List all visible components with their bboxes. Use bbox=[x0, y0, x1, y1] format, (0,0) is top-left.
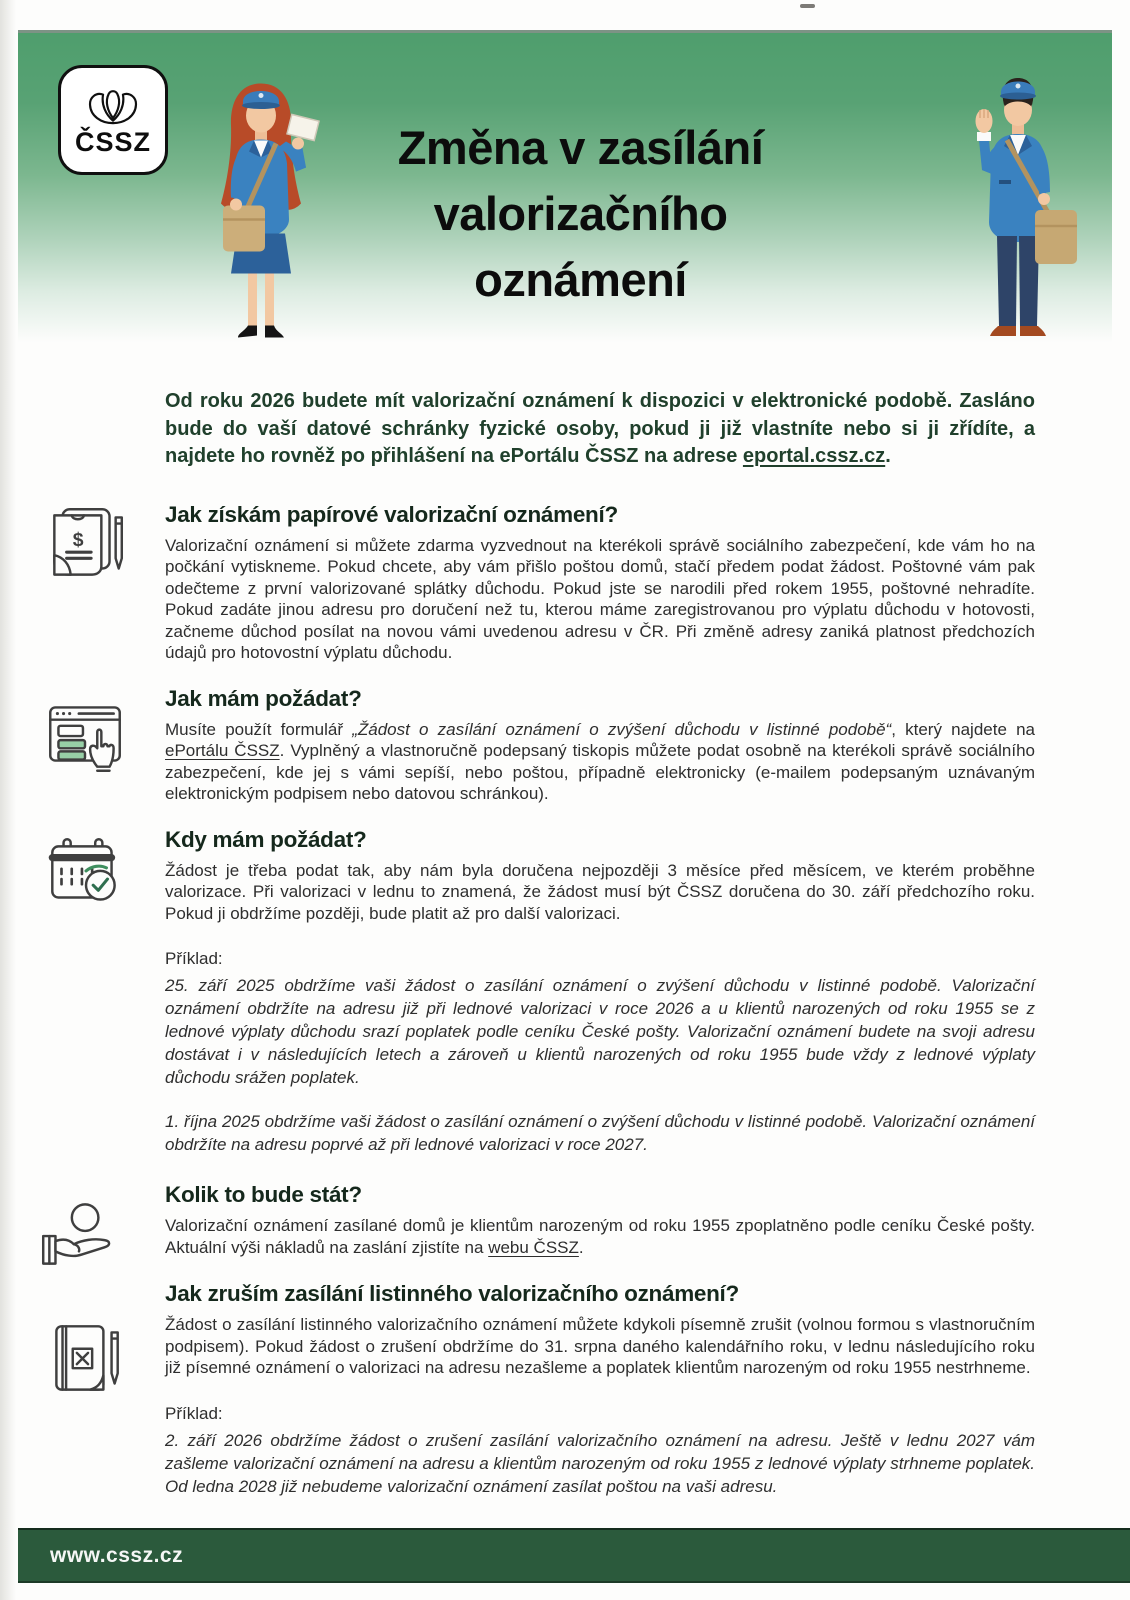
how-text-1: Musíte použít formulář bbox=[165, 719, 353, 739]
example2-label: Příklad: bbox=[165, 1403, 223, 1423]
section-cancel bbox=[165, 1280, 1035, 1379]
intro-text-end: . bbox=[885, 445, 891, 467]
example2-paragraph: 2. září 2026 obdržíme žádost o zrušení zasílání valorizačního oznámení na adresu. Ještě v lednu 2027 vám zašleme valorizační oznámení na adresu a klientům narozeným od roku 1955 z lednové výplaty strhneme poplatek. Od ledna 2028 již nebudeme valorizační oznámení zasílat poštou na vaši adresu. bbox=[165, 1430, 1035, 1496]
title-line-2: valorizačního bbox=[433, 187, 728, 240]
calendar-check-icon bbox=[38, 828, 132, 922]
eportal-cssz-link[interactable]: ePortálu ČSSZ bbox=[165, 741, 280, 760]
form-name-quote: „Žádost o zasílání oznámení o zvýšení důchodu v listinné podobě“ bbox=[352, 719, 892, 739]
cancel-document-icon bbox=[38, 1312, 132, 1406]
footer-url: www.cssz.cz bbox=[50, 1543, 184, 1567]
footer-bar bbox=[18, 1528, 1130, 1583]
eportal-link[interactable]: eportal.cssz.cz bbox=[742, 445, 886, 467]
section-how-to-apply bbox=[165, 685, 1035, 805]
section-when-to-apply bbox=[165, 826, 1035, 925]
logo-label: ČSSZ bbox=[74, 127, 151, 157]
postman-illustration bbox=[943, 59, 1093, 351]
web-cssz-link[interactable]: webu ČSSZ bbox=[488, 1237, 579, 1257]
section-cancel-heading: Jak zruším zasílání listinného valorizačního oznámení? bbox=[165, 1281, 739, 1306]
section-when-body: Žádost je třeba podat tak, aby nám byla doručena nejpozději 3 měsíce před měsícem, ve kterém proběhne valorizace. Při valorizaci v lednu to znamená, že žádost musí být ČSSZ doručena do 30. září předchozího roku. Pokud ji obdržíme později, bude platit až pro další valorizaci. bbox=[165, 860, 1035, 923]
cssz-logo bbox=[58, 65, 168, 175]
intro-text: Od roku 2026 budete mít valorizační oznámení k dispozici v elektronické podobě. Zasláno bude do vaší datové schránky fyzické osoby, pokud ji již vlastníte nebo si ji zřídíte, a najdete ho rovněž po přihlášení na ePortálu ČSSZ na adrese bbox=[165, 390, 1035, 467]
section-paper-body: Valorizační oznámení si můžete zdarma vyzvednout na kterékoli správě sociálního zabezpečení, kde vám ho na počkání vytiskneme. Pokud chcete, aby vám přišlo poštou domů, stačí předem podat žádost. Poštovné vám pak odečteme z první valorizované splátky důchodu. Pokud jste se narodili před rokem 1955, poštovné nehradíte. Pokud zadáte jinou adresu pro doručení než tu, kterou máme zaregistrovanou pro výplatu důchodu v hotovosti, začneme důchod posílat na novou vámi uvedenou adresu v ČR. Při změně adresy zaniká platnost předchozích údajů pro hotovostní výplatu důchodu. bbox=[165, 535, 1035, 662]
example1-label: Příklad: bbox=[165, 949, 223, 968]
section-cost bbox=[165, 1181, 1035, 1258]
section-cancel-body: Žádost o zasílání listinného valorizačního oznámení můžete kdykoli písemně zrušit (volnou formou s vlastnoručním podpisem). Pokud žádost o zrušení obdržíme do 31. srpna daného kalendářního roku, v lednu následujícího roku již písemné oznámení o valorizaci na adresu nezašleme a poplatek klientům narozeným od roku 1955 nestrhneme. bbox=[165, 1315, 1035, 1377]
how-text-3: . Vyplněný a vlastnoručně podepsaný tiskopis můžete podat osobně na kterékoli správě sociálního zabezpečení, kde jej s vámi sepíší, nebo poštou, případně elektronicky (e-mailem podepsaným uznávaným elektronickým podpisem nebo datovou schránkou). bbox=[165, 741, 1035, 803]
scan-artifact-dash bbox=[800, 4, 815, 8]
section-paper-heading: Jak získám papírové valorizační oznámení? bbox=[165, 501, 618, 527]
example-block-1 bbox=[165, 948, 1035, 1156]
page-title bbox=[303, 115, 858, 313]
section-cost-body bbox=[165, 1215, 1035, 1258]
title-line-1: Změna v zasílání bbox=[397, 121, 764, 174]
example-block-2 bbox=[165, 1403, 1035, 1498]
example1-paragraph-1: 25. září 2025 obdržíme vaši žádost o zasílání oznámení o zvýšení důchodu v listinné podobě. Valorizační oznámení obdržíte na adresu již při lednové valorizaci v roce 2026 a u klientů narozených od roku 1955 se z lednové výplaty důchodu srazí poplatek podle ceníku České pošty. Valorizační oznámení budete na svoji adresu dostávat i v následujících letech a zároveň u klientů narozených od roku 1955 bude vždy z lednové výplaty důchodu srážen poplatek. bbox=[165, 976, 1035, 1087]
header-band bbox=[18, 30, 1112, 349]
intro-paragraph bbox=[165, 388, 1035, 471]
section-cost-heading: Kolik to bude stát? bbox=[165, 1182, 362, 1207]
example1-paragraph-2: 1. října 2025 obdržíme vaši žádost o zasílání oznámení o zvýšení důchodu v listinné podobě. Valorizační oznámení obdržíte na adresu poprvé až při lednové valorizaci v roce 2027. bbox=[165, 1112, 1035, 1154]
invoice-pen-icon bbox=[38, 497, 132, 591]
section-paper-notice bbox=[72, 501, 1035, 664]
tulip-logo-icon bbox=[82, 86, 144, 128]
section-how-body bbox=[165, 719, 1035, 805]
cost-text-2: . bbox=[578, 1237, 584, 1257]
section-how-heading: Jak mám požádat? bbox=[165, 685, 362, 711]
title-line-3: oznámení bbox=[474, 253, 687, 306]
section-when-heading: Kdy mám požádat? bbox=[165, 826, 367, 852]
web-form-hand-icon bbox=[38, 687, 132, 781]
cost-text-1: Valorizační oznámení zasílané domů je klientům narozeným od roku 1955 zpoplatněno podle ceníku České pošty. Aktuální výši nákladů na zaslání zjistíte na bbox=[165, 1216, 1035, 1257]
scan-edge-shadow bbox=[0, 0, 16, 1600]
how-text-2: , který najdete na bbox=[891, 719, 1036, 739]
hand-coin-icon bbox=[33, 1187, 127, 1281]
svg-text:$: $ bbox=[72, 528, 84, 551]
